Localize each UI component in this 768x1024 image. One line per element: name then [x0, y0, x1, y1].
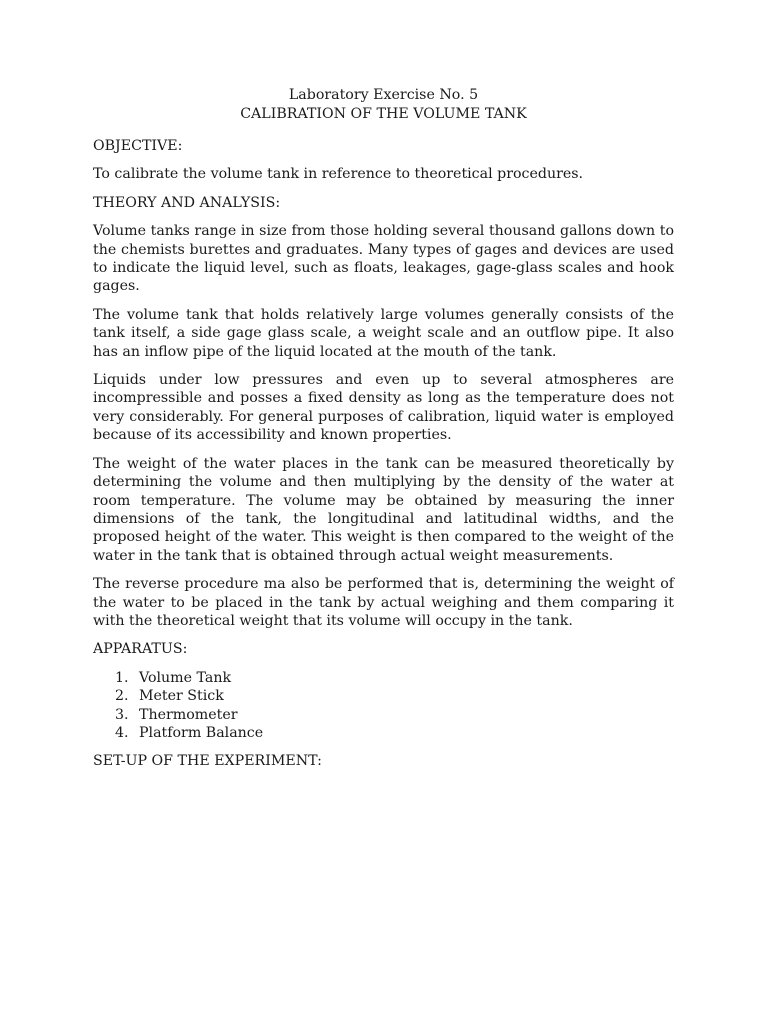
list-item-number: 1. [115, 669, 129, 686]
exercise-title: CALIBRATION OF THE VOLUME TANK [240, 105, 527, 122]
list-item-label: Volume Tank [139, 669, 232, 686]
list-item-number: 3. [115, 706, 129, 723]
list-item-number: 2. [115, 688, 129, 705]
list-item [115, 724, 674, 742]
theory-paragraph: Liquids under low pressures and even up to several atmospheres are incompressible and posses a fixed density as long as the temperature does not very considerably. For general purposes of calibration, liquid water is employed because of its accessibility and known properties. [93, 372, 674, 444]
theory-paragraph: Volume tanks range in size from those holding several thousand gallons down to the chemists burettes and graduates. Many types of gages and devices are used to indicate the liquid level, such as floats, leakages, gage-glass scales and hook gages. [93, 223, 674, 295]
list-item-label: Meter Stick [139, 688, 224, 705]
list-item [115, 687, 674, 705]
apparatus-heading: APPARATUS: [93, 641, 188, 658]
setup-heading: SET-UP OF THE EXPERIMENT: [93, 753, 322, 770]
theory-paragraph: The reverse procedure ma also be performed that is, determining the weight of the water to be placed in the tank by actual weighing and them comparing it with the theoretical weight that its volume will occupy in the tank. [93, 576, 674, 629]
list-item-number: 4. [115, 724, 129, 741]
document-title-block [93, 86, 674, 123]
theory-heading: THEORY AND ANALYSIS: [93, 194, 281, 211]
objective-heading: OBJECTIVE: [93, 138, 183, 154]
list-item-label: Platform Balance [139, 724, 264, 741]
theory-paragraph: The weight of the water places in the tank can be measured theoretically by determining the volume and then multiplying by the density of the water at room temperature. The volume may be obtained by measuring the inner dimensions of the tank, the longitudinal and latitudinal widths, and the proposed height of the water. This weight is then compared to the weight of the water in the tank that is obtained through actual weight measurements. [93, 455, 674, 564]
list-item-label: Thermometer [139, 706, 238, 723]
apparatus-list [93, 669, 674, 743]
list-item [115, 706, 674, 724]
theory-paragraph: The volume tank that holds relatively large volumes generally consists of the tank itself, a side gage glass scale, a weight scale and an outflow pipe. It also has an inflow pipe of the liquid located at the mouth of the tank. [93, 306, 674, 360]
list-item [115, 669, 674, 687]
exercise-number: Laboratory Exercise No. 5 [288, 87, 479, 103]
document-page [93, 86, 674, 781]
objective-text: To calibrate the volume tank in reference to theoretical procedures. [93, 166, 584, 183]
